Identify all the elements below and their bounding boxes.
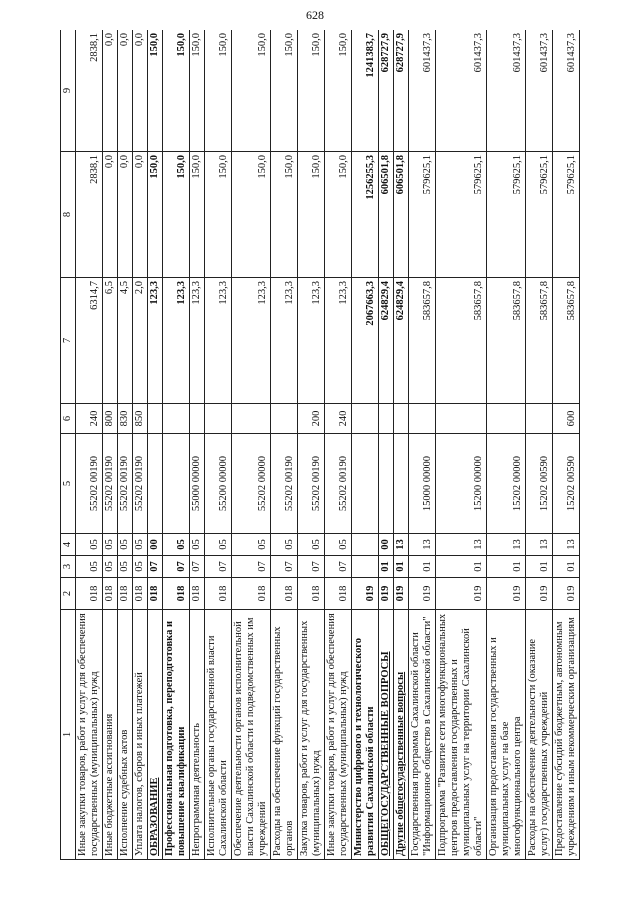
table-cell (271, 404, 298, 434)
table-cell: 150,0 (190, 30, 205, 152)
column-header: 7 (61, 278, 76, 404)
row-label: Закупка товаров, работ и услуг для государственных (муниципальных) нужд (299, 620, 322, 856)
table-cell: 13 (394, 534, 409, 556)
table-cell: 13 (526, 534, 553, 556)
table-cell: 123,3 (190, 278, 205, 404)
table-cell: 05 (133, 556, 148, 578)
table-row (436, 30, 487, 860)
table-cell: 05 (133, 534, 148, 556)
column-header: 5 (61, 434, 76, 534)
column-header: 9 (61, 30, 76, 152)
table-cell (118, 610, 133, 860)
row-label: Профессиональная подготовка, переподготовка и повышение квалификации (164, 621, 187, 856)
table-cell: 579625,1 (487, 152, 526, 278)
row-label: Обеспечение деятельности органов исполнительной власти Сахалинской области и подведомственных им учреждений (233, 617, 268, 856)
table-row (325, 30, 352, 860)
table-cell: 2838,1 (76, 30, 103, 152)
table-cell: 55202 00190 (103, 434, 118, 534)
table-cell: 240 (76, 404, 103, 434)
table-cell: 123,3 (148, 278, 163, 404)
table-cell: 05 (103, 556, 118, 578)
table-cell (436, 610, 487, 860)
table-cell: 07 (298, 556, 325, 578)
table-cell (436, 404, 487, 434)
table-cell: 150,0 (148, 152, 163, 278)
table-cell: 150,0 (298, 30, 325, 152)
table-cell: 150,0 (298, 152, 325, 278)
table-cell (232, 404, 271, 434)
table-cell: 123,3 (271, 278, 298, 404)
table-cell: 579625,1 (409, 152, 436, 278)
table-cell: 0,0 (118, 152, 133, 278)
table-cell (394, 434, 409, 534)
table-cell (526, 610, 553, 860)
table-cell (325, 610, 352, 860)
table-cell: 07 (325, 556, 352, 578)
table-cell: 55202 00190 (325, 434, 352, 534)
table-cell: 150,0 (325, 152, 352, 278)
table-row (298, 30, 325, 860)
table-cell: 123,3 (163, 278, 190, 404)
table-cell: 601437,3 (526, 30, 553, 152)
table-cell: 628727,9 (379, 30, 394, 152)
table-cell: 00 (148, 534, 163, 556)
row-label: Расходы на обеспечение деятельности (оказание услуг) государственных учреждений (527, 638, 550, 856)
table-cell: 601437,3 (487, 30, 526, 152)
table-cell: 01 (436, 556, 487, 578)
table-cell: 018 (103, 578, 118, 610)
table-cell (352, 556, 379, 578)
table-row (76, 30, 103, 860)
table-cell: 6314,7 (76, 278, 103, 404)
row-label: Иные бюджетные ассигнования (104, 713, 115, 856)
table-cell: 55202 00190 (298, 434, 325, 534)
table-cell: 123,3 (325, 278, 352, 404)
table-cell: 018 (190, 578, 205, 610)
table-row (409, 30, 436, 860)
table-cell: 579625,1 (436, 152, 487, 278)
table-cell: 13 (553, 534, 580, 556)
table-cell: 019 (352, 578, 379, 610)
table-cell (103, 610, 118, 860)
table-cell (163, 404, 190, 434)
table-cell: 018 (205, 578, 232, 610)
table-cell: 583657,8 (409, 278, 436, 404)
table-cell: 07 (271, 556, 298, 578)
row-label: Предоставление субсидий бюджетным, автономным учреждениям и иным некоммерческим организациям (554, 617, 577, 856)
table-cell: 240 (325, 404, 352, 434)
table-cell: 55202 00190 (133, 434, 148, 534)
column-header: 3 (61, 556, 76, 578)
table-row (352, 30, 379, 860)
table-cell: 018 (76, 578, 103, 610)
table-cell: 150,0 (205, 152, 232, 278)
table-cell: 15202 00590 (553, 434, 580, 534)
table-cell (394, 610, 409, 860)
table-cell: 150,0 (271, 30, 298, 152)
table-cell: 07 (205, 556, 232, 578)
table-cell: 15202 00590 (526, 434, 553, 534)
table-cell (148, 434, 163, 534)
table-cell: 07 (163, 556, 190, 578)
table-cell: 05 (271, 534, 298, 556)
table-cell: 019 (436, 578, 487, 610)
table-row (232, 30, 271, 860)
table-cell: 2,0 (133, 278, 148, 404)
table-cell: 150,0 (271, 152, 298, 278)
table-cell: 01 (526, 556, 553, 578)
column-header: 1 (61, 610, 76, 860)
table-cell: 05 (76, 556, 103, 578)
page-number: 628 (306, 8, 324, 22)
row-label: ОБЩЕГОСУДАРСТВЕННЫЕ ВОПРОСЫ (380, 651, 391, 856)
table-row (553, 30, 580, 860)
table-cell: 2067663,3 (352, 278, 379, 404)
table-row (190, 30, 205, 860)
table-cell: 123,3 (232, 278, 271, 404)
table-cell: 01 (487, 556, 526, 578)
table-cell: 6,5 (103, 278, 118, 404)
table-cell: 850 (133, 404, 148, 434)
table-cell (190, 404, 205, 434)
table-cell (148, 404, 163, 434)
table-cell: 55202 00190 (76, 434, 103, 534)
table-row (379, 30, 394, 860)
table-cell: 150,0 (205, 30, 232, 152)
row-label: Уплата налогов, сборов и иных платежей (134, 672, 145, 856)
table-cell (379, 404, 394, 434)
table-cell: 019 (409, 578, 436, 610)
table-cell (190, 610, 205, 860)
table-cell: 624829,4 (379, 278, 394, 404)
table-cell (205, 610, 232, 860)
table-cell: 15000 00000 (409, 434, 436, 534)
table-cell: 123,3 (205, 278, 232, 404)
table-cell: 601437,3 (436, 30, 487, 152)
table-cell (163, 434, 190, 534)
table-cell: 05 (232, 534, 271, 556)
table-cell: 019 (379, 578, 394, 610)
table-cell: 0,0 (118, 30, 133, 152)
table-cell: 0,0 (133, 152, 148, 278)
table-cell: 0,0 (103, 152, 118, 278)
table-cell: 019 (553, 578, 580, 610)
budget-table-container (60, 30, 620, 860)
table-cell: 606501,8 (394, 152, 409, 278)
table-cell: 150,0 (325, 30, 352, 152)
table-cell: 830 (118, 404, 133, 434)
table-cell: 15202 00000 (487, 434, 526, 534)
table-cell: 05 (103, 534, 118, 556)
row-label: Государственная программа Сахалинской области "Информационное общество в Сахалинской области" (410, 616, 433, 856)
table-cell (487, 610, 526, 860)
table-cell: 601437,3 (409, 30, 436, 152)
table-cell: 55202 00000 (232, 434, 271, 534)
column-header: 4 (61, 534, 76, 556)
table-row (271, 30, 298, 860)
table-cell: 01 (379, 556, 394, 578)
table-cell: 018 (232, 578, 271, 610)
table-cell: 150,0 (232, 30, 271, 152)
table-cell (553, 610, 580, 860)
table-cell (487, 404, 526, 434)
table-row (103, 30, 118, 860)
table-row (487, 30, 526, 860)
table-cell: 05 (298, 534, 325, 556)
table-cell: 07 (232, 556, 271, 578)
table-cell: 019 (394, 578, 409, 610)
table-cell: 00 (379, 534, 394, 556)
column-header: 8 (61, 152, 76, 278)
table-row (163, 30, 190, 860)
table-cell: 628727,9 (394, 30, 409, 152)
table-cell: 200 (298, 404, 325, 434)
row-label: Исполнение судебных актов (119, 729, 130, 856)
table-row (394, 30, 409, 860)
table-cell: 05 (325, 534, 352, 556)
table-cell: 55202 00190 (271, 434, 298, 534)
table-cell (352, 610, 379, 860)
table-cell: 55000 00000 (190, 434, 205, 534)
table-cell: 018 (148, 578, 163, 610)
table-cell: 01 (553, 556, 580, 578)
table-cell: 01 (409, 556, 436, 578)
table-cell: 05 (163, 534, 190, 556)
row-label: Непрограммная деятельность (191, 723, 202, 856)
table-cell: 0,0 (133, 30, 148, 152)
table-cell: 05 (118, 556, 133, 578)
table-cell: 1241383,7 (352, 30, 379, 152)
table-cell: 583657,8 (553, 278, 580, 404)
column-header: 6 (61, 404, 76, 434)
table-cell (526, 404, 553, 434)
table-cell (352, 534, 379, 556)
budget-table (60, 30, 580, 860)
table-cell: 13 (409, 534, 436, 556)
table-cell: 1256255,3 (352, 152, 379, 278)
table-cell: 05 (190, 534, 205, 556)
table-cell: 579625,1 (526, 152, 553, 278)
table-cell: 05 (76, 534, 103, 556)
column-header: 2 (61, 578, 76, 610)
row-label: ОБРАЗОВАНИЕ (149, 777, 160, 856)
column-header-row (61, 30, 76, 860)
table-row (133, 30, 148, 860)
table-row (118, 30, 133, 860)
table-row (148, 30, 163, 860)
table-cell: 018 (298, 578, 325, 610)
table-cell: 583657,8 (487, 278, 526, 404)
table-cell: 150,0 (190, 152, 205, 278)
table-cell (271, 610, 298, 860)
row-label: Другие общегосударственные вопросы (395, 671, 406, 856)
table-cell (232, 610, 271, 860)
table-cell: 13 (436, 534, 487, 556)
table-cell (409, 404, 436, 434)
table-cell: 123,3 (298, 278, 325, 404)
table-cell: 07 (190, 556, 205, 578)
table-cell: 624829,4 (394, 278, 409, 404)
table-cell: 150,0 (163, 30, 190, 152)
table-cell: 583657,8 (526, 278, 553, 404)
table-body (76, 30, 580, 860)
table-cell: 150,0 (148, 30, 163, 152)
table-row (526, 30, 553, 860)
table-cell: 601437,3 (553, 30, 580, 152)
row-label: Министерство цифрового и технологического развития Сахалинской области (353, 637, 376, 856)
table-cell: 600 (553, 404, 580, 434)
table-cell: 05 (118, 534, 133, 556)
table-cell: 579625,1 (553, 152, 580, 278)
table-cell: 07 (148, 556, 163, 578)
table-cell: 150,0 (163, 152, 190, 278)
table-cell (163, 610, 190, 860)
table-cell: 55202 00190 (118, 434, 133, 534)
table-cell: 018 (325, 578, 352, 610)
table-cell (76, 610, 103, 860)
table-cell: 800 (103, 404, 118, 434)
table-cell: 018 (271, 578, 298, 610)
table-cell: 15200 00000 (436, 434, 487, 534)
table-cell: 018 (133, 578, 148, 610)
table-cell: 150,0 (232, 152, 271, 278)
table-cell (352, 404, 379, 434)
table-cell (394, 404, 409, 434)
table-cell: 05 (205, 534, 232, 556)
table-cell: 018 (163, 578, 190, 610)
table-cell (379, 434, 394, 534)
table-cell (205, 404, 232, 434)
table-cell: 0,0 (103, 30, 118, 152)
row-label: Иные закупки товаров, работ и услуг для обеспечения государственных (муниципальных) нужд (326, 613, 349, 856)
table-cell: 2838,1 (76, 152, 103, 278)
table-cell: 019 (487, 578, 526, 610)
table-cell (379, 610, 394, 860)
table-cell: 4,5 (118, 278, 133, 404)
table-cell: 13 (487, 534, 526, 556)
table-row (205, 30, 232, 860)
row-label: Подпрограмма "Развитие сети многофункциональных центров предоставления государственных и муниципальных услуг на территории Сахалинской области" (437, 613, 484, 856)
row-label: Исполнительные органы государственной власти Сахалинской области (206, 635, 229, 856)
table-cell: 018 (118, 578, 133, 610)
table-cell: 019 (526, 578, 553, 610)
row-label: Иные закупки товаров, работ и услуг для обеспечения государственных (муниципальных) нужд (77, 613, 100, 856)
table-cell: 606501,8 (379, 152, 394, 278)
table-cell (298, 610, 325, 860)
table-cell (148, 610, 163, 860)
table-cell (409, 610, 436, 860)
table-cell: 01 (394, 556, 409, 578)
table-cell (133, 610, 148, 860)
table-cell: 583657,8 (436, 278, 487, 404)
table-cell: 55200 00000 (205, 434, 232, 534)
row-label: Расходы на обеспечение функций государственных органов (272, 626, 295, 856)
table-cell (352, 434, 379, 534)
row-label: Организация предоставления государственных и муниципальных услуг на базе многофункционального центра (488, 637, 523, 856)
